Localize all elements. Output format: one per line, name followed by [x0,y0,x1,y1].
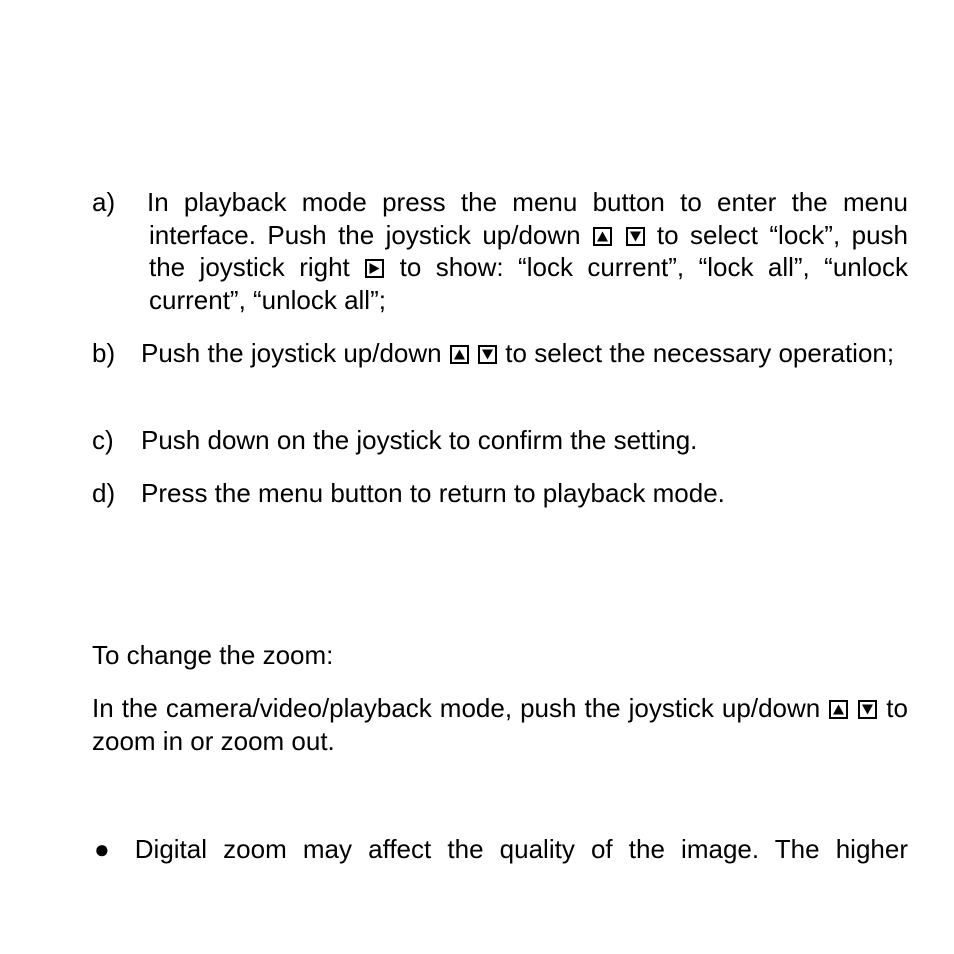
step-text: Press the menu button to return to playback mode. [141,478,725,508]
step-text: Push the joystick up/down to select the necessary operation; [141,338,895,368]
down-arrow-icon [858,700,877,719]
right-arrow-icon [365,259,384,278]
bullet: ● [94,834,119,864]
step-text: In playback mode press the menu button to enter the menu interface. Push the joystick up/down to select “lock”, push the joystick right to show: “lock current”, “lock all”, “unlock current”, “unlock all”; [147,187,908,315]
step-marker: c) [92,425,114,455]
down-arrow-icon [478,345,497,364]
step-text: Push down on the joystick to confirm the setting. [141,425,698,455]
down-arrow-icon [626,227,645,246]
up-arrow-icon [829,700,848,719]
step-b [92,337,908,370]
step-marker: b) [92,338,116,368]
up-arrow-icon [593,227,612,246]
zoom-heading: To change the zoom: [92,640,334,670]
step-c [92,424,908,457]
up-arrow-icon [450,345,469,364]
zoom-instruction: In the camera/video/playback mode, push the joystick up/down to zoom in or zoom out. [92,693,908,756]
step-marker: a) [92,187,116,217]
step-d [92,477,908,510]
step-a [92,186,908,316]
step-marker: d) [92,478,116,508]
zoom-note: ● Digital zoom may affect the quality of the image. The higher [94,834,908,864]
